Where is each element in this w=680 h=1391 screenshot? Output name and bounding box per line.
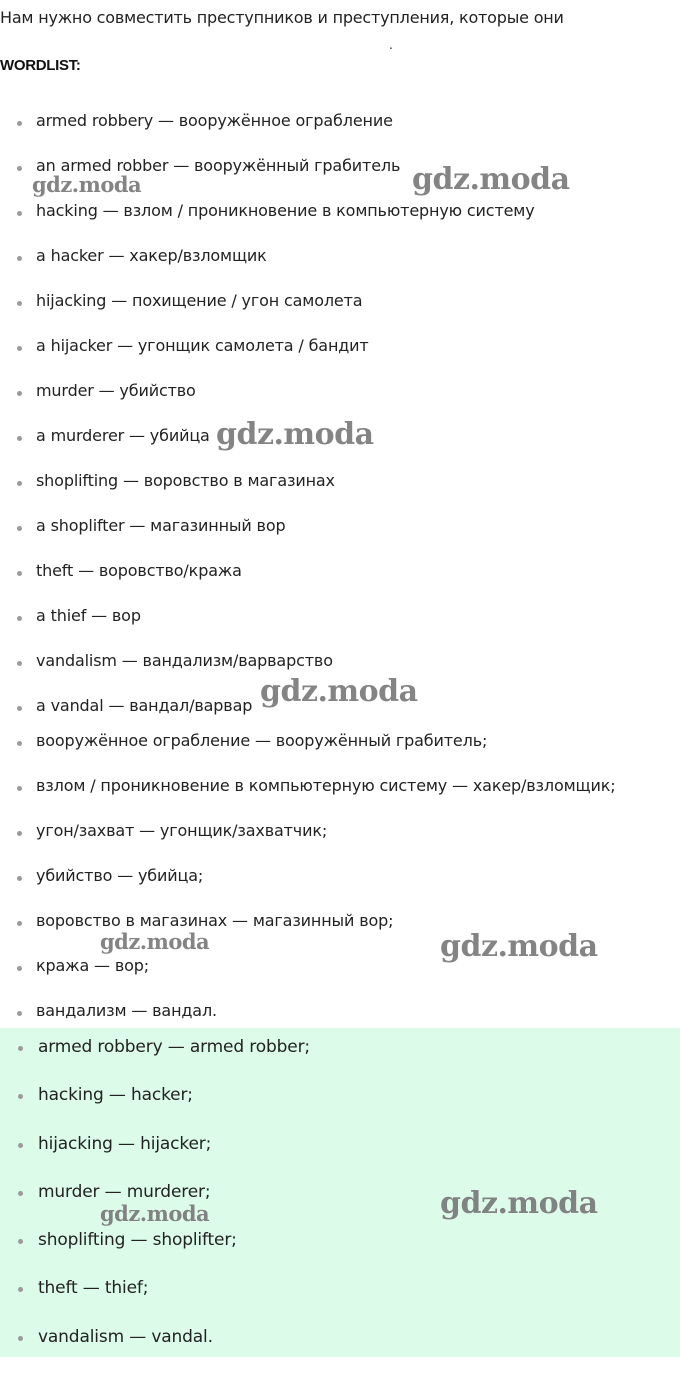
bullet-icon (17, 616, 22, 621)
list-item (0, 1223, 680, 1271)
list-item (0, 286, 680, 331)
bullet-icon (17, 346, 22, 351)
list-item-text: vandalism — vandal. (38, 1326, 213, 1347)
list-item (0, 601, 680, 646)
watermark: gdz.moda (100, 1201, 210, 1226)
list-item (0, 772, 680, 817)
bullet-icon (18, 1336, 23, 1341)
list-item (0, 727, 680, 772)
bullet-icon (17, 256, 22, 261)
list-item (0, 1030, 680, 1078)
bullet-icon (17, 211, 22, 216)
list-item-text: an armed robber — вооружённый грабитель (36, 156, 401, 175)
list-item-text: vandalism — вандализм/варварство (36, 651, 333, 670)
bullet-icon (18, 1046, 23, 1051)
bullet-icon (17, 966, 22, 971)
list-item-text: a shoplifter — магазинный вор (36, 516, 286, 535)
bullet-icon (17, 661, 22, 666)
watermark: gdz.moda (216, 417, 374, 452)
bullet-icon (17, 526, 22, 531)
bullet-icon (18, 1239, 23, 1244)
watermark: gdz.moda (440, 1186, 598, 1221)
bullet-icon (17, 301, 22, 306)
bullet-icon (17, 786, 22, 791)
list-item-text: theft — thief; (38, 1278, 149, 1299)
list-item (0, 1271, 680, 1319)
list-item-text: вандализм — вандал. (36, 1001, 217, 1020)
list-item-text: угон/захват — угонщик/захватчик; (36, 821, 328, 840)
list-item-text: theft — воровство/кража (36, 561, 242, 580)
watermark: gdz.moda (412, 162, 570, 197)
list-item-text: hijacking — hijacker; (38, 1133, 212, 1154)
bullet-icon (17, 481, 22, 486)
list-item-text: убийство — убийца; (36, 866, 204, 885)
list-item (0, 331, 680, 376)
bullet-icon (17, 921, 22, 926)
bullet-icon (17, 1011, 22, 1016)
list-item-text: armed robbery — вооружённое ограбление (36, 111, 393, 130)
watermark: gdz.moda (32, 172, 142, 197)
matches-russian-list (0, 727, 680, 1042)
list-item-text: взлом / проникновение в компьютерную систему — хакер/взломщик; (36, 776, 616, 795)
list-item (0, 241, 680, 286)
list-item-text: a vandal — вандал/варвар (36, 696, 253, 715)
watermark: gdz.moda (260, 674, 418, 709)
bullet-icon (18, 1143, 23, 1148)
bullet-icon (17, 436, 22, 441)
list-item-text: armed robbery — armed robber; (38, 1037, 310, 1057)
list-item (0, 1320, 680, 1368)
list-item (0, 511, 680, 556)
intro-text: Нам нужно совместить преступников и преступления, которые они (0, 8, 564, 27)
list-item (0, 1078, 680, 1126)
bullet-icon (17, 391, 22, 396)
bullet-icon (17, 121, 22, 126)
list-item-text: hacking — hacker; (38, 1085, 193, 1106)
list-item (0, 862, 680, 907)
list-item (0, 196, 680, 241)
list-item-text: murder — murderer; (38, 1181, 211, 1202)
list-item-text: hacking — взлом / проникновение в компьютерную систему (36, 201, 535, 220)
watermark: gdz.moda (440, 929, 598, 964)
bullet-icon (17, 876, 22, 881)
bullet-icon (17, 706, 22, 711)
bullet-icon (17, 741, 22, 746)
list-item (0, 106, 680, 151)
list-item (0, 376, 680, 421)
list-item-text: вооружённое ограбление — вооружённый грабитель; (36, 731, 488, 750)
bullet-icon (18, 1287, 23, 1292)
list-item (0, 556, 680, 601)
list-item (0, 1127, 680, 1175)
list-item-text: shoplifting — shoplifter; (38, 1230, 237, 1251)
list-item-text: кража — вор; (36, 956, 149, 975)
list-item-text: hijacking — похищение / угон самолета (36, 291, 363, 310)
list-item (0, 466, 680, 511)
bullet-icon (17, 166, 22, 171)
watermark: gdz.moda (100, 929, 210, 954)
list-item-text: a murderer — убийца (36, 426, 210, 445)
intro-dot: . (389, 38, 393, 52)
list-item-text: воровство в магазинах — магазинный вор; (36, 911, 394, 930)
bullet-icon (18, 1191, 23, 1196)
bullet-icon (17, 571, 22, 576)
list-item-text: shoplifting — воровство в магазинах (36, 471, 335, 490)
list-item-text: a hacker — хакер/взломщик (36, 246, 267, 265)
list-item-text: murder — убийство (36, 381, 196, 400)
list-item (0, 817, 680, 862)
list-item-text: a thief — вор (36, 606, 141, 625)
bullet-icon (17, 831, 22, 836)
list-item-text: a hijacker — угонщик самолета / бандит (36, 336, 369, 355)
bullet-icon (18, 1094, 23, 1099)
wordlist-heading: WORDLIST: (0, 57, 81, 74)
